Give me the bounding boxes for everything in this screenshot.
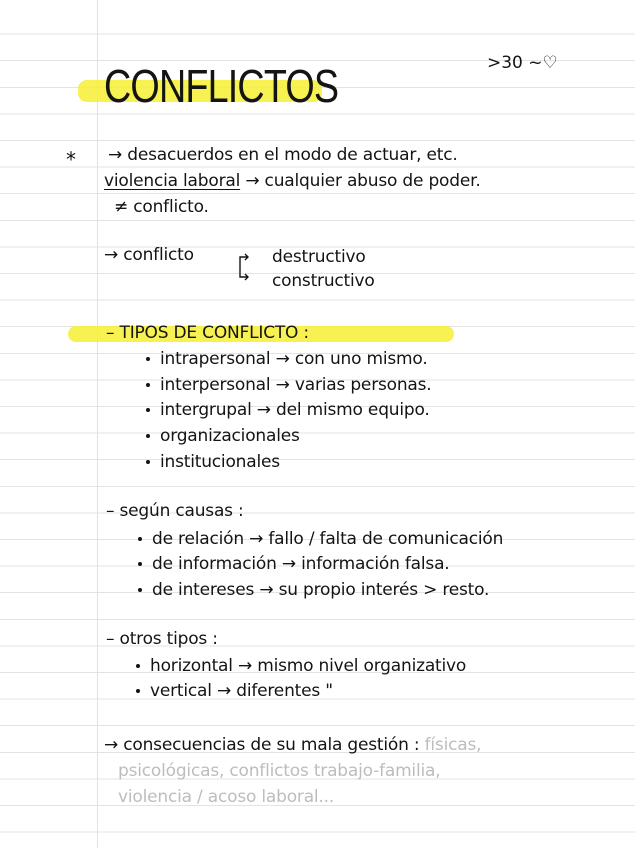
consequences-physical: físicas, [424,735,482,755]
violence-term: violencia laboral [104,171,241,191]
list-item: de información → información falsa. [138,553,450,575]
list-item: intrapersonal → con uno mismo. [146,348,428,370]
page-title: CONFLICTOS [104,60,339,112]
section-title-otros: – otros tipos : [106,629,218,649]
list-item: organizacionales [146,425,300,447]
list-item: interpersonal → varias personas. [146,374,432,396]
list-item: institucionales [146,451,280,473]
note-line-violence [104,170,481,192]
star-icon: ⁎ [66,141,76,165]
note-line-disagreements: → desacuerdos en el modo de actuar, etc. [108,145,458,165]
consequences-final: violencia / acoso laboral... [118,787,335,807]
violence-definition: → cualquier abuso de poder. [240,171,481,191]
conflict-type-constructive: constructivo [272,271,375,291]
consequences-continued: psicológicas, conflictos trabajo-familia, [118,761,441,781]
section-title-causas: – según causas : [106,501,244,521]
corner-note: >30 ~♡ [487,53,558,73]
list-item: de intereses → su propio interés > resto. [138,579,489,601]
note-line-not-conflict: ≠ conflicto. [114,197,209,217]
list-item: de relación → fallo / falta de comunicación [138,528,503,550]
list-item: horizontal → mismo nivel organizativo [136,655,466,677]
section-title-tipos: – TIPOS DE CONFLICTO : [106,323,309,343]
conflict-type-destructive: destructivo [272,247,366,267]
list-item: intergrupal → del mismo equipo. [146,399,430,421]
consequences-line [104,734,481,756]
branch-arrow-icon [236,253,250,281]
margin-line [97,0,98,848]
consequences-lead: → consecuencias de su mala gestión : [104,735,420,755]
conflict-branch-label: → conflicto [104,245,194,265]
list-item: vertical → diferentes " [136,680,333,702]
